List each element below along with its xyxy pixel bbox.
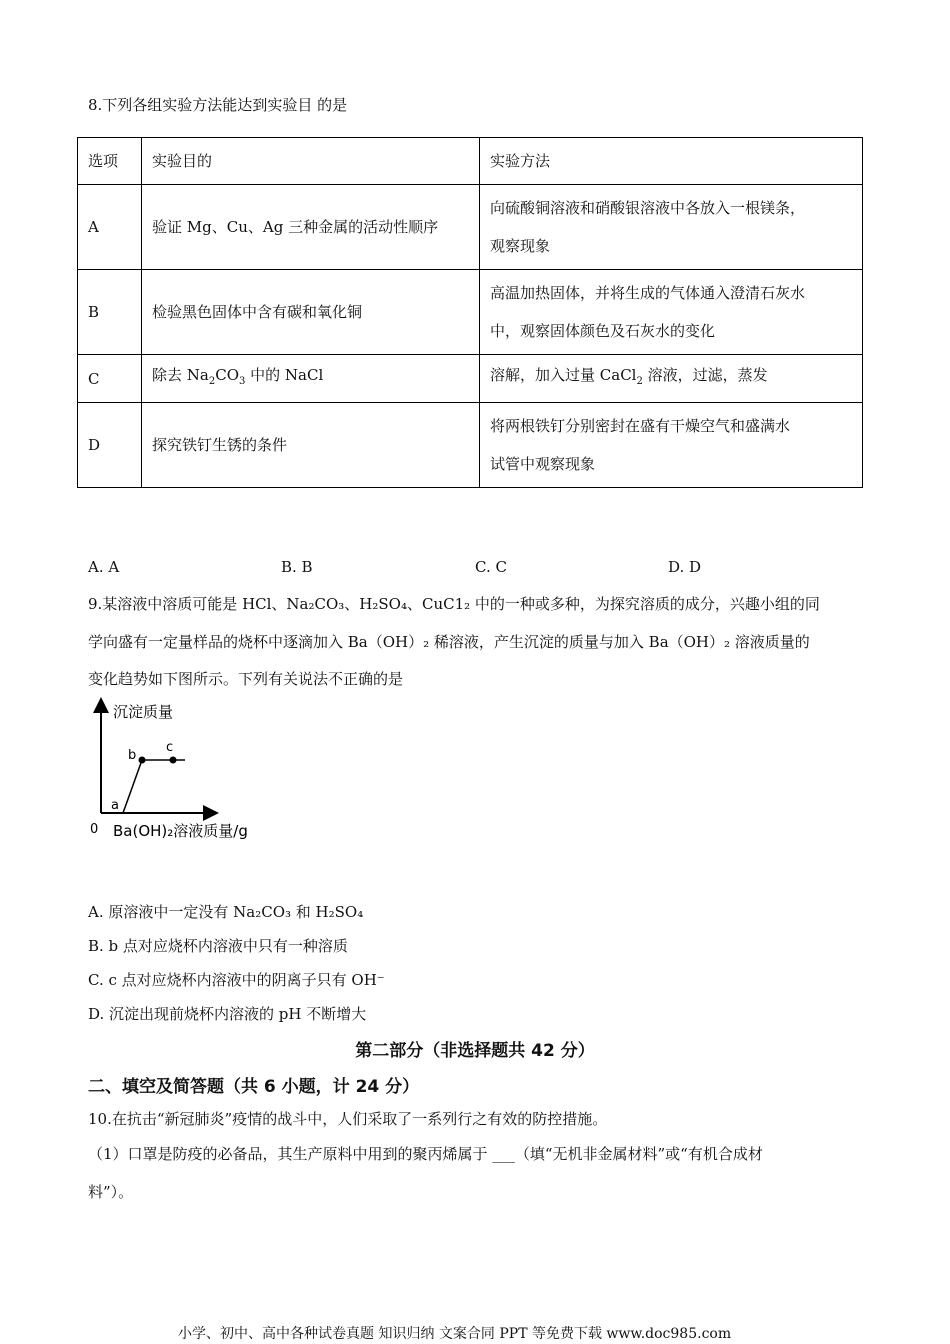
x-axis-label: Ba(OH)₂溶液质量/g <box>113 822 248 840</box>
row-method <box>480 270 863 355</box>
goal-text: CO <box>215 366 239 384</box>
q9-option-b[interactable]: B. b 点对应烧杯内溶液中只有一种溶质 <box>88 937 348 955</box>
q8-option-d[interactable]: D. D <box>668 558 702 576</box>
row-method <box>480 355 863 403</box>
subscript: 3 <box>239 376 246 387</box>
subscript: 2 <box>208 376 216 387</box>
row-method <box>480 185 863 270</box>
q8-option-a[interactable]: A. A <box>88 558 120 576</box>
q8-stem: 8.下列各组实验方法能达到实验目 的是 <box>88 96 348 114</box>
row-goal: 探究铁钉生锈的条件 <box>142 403 480 488</box>
point-b <box>139 757 146 764</box>
q9-option-c[interactable]: C. c 点对应烧杯内溶液中的阴离子只有 OH⁻ <box>88 971 385 989</box>
point-a-label: a <box>111 798 119 813</box>
goal-text: 中的 NaCl <box>245 366 324 384</box>
row-option: A <box>78 185 142 270</box>
method-line: 将两根铁钉分别密封在盛有干燥空气和盛满水 <box>490 417 791 435</box>
q10-1-line2: 料”）。 <box>88 1183 134 1201</box>
method-text: 溶解，加入过量 CaCl <box>490 366 637 384</box>
method-line: 向硫酸铜溶液和硝酸银溶液中各放入一根镁条， <box>490 199 806 217</box>
method-line: 试管中观察现象 <box>490 455 596 473</box>
row-method <box>480 403 863 488</box>
q10-1-line1: （1）口罩是防疫的必备品，其生产原料中用到的聚丙烯属于 ___（填“无机非金属材料”或“有机合成材 <box>88 1145 763 1163</box>
row-goal: 检验黑色固体中含有碳和氧化铜 <box>142 270 480 355</box>
y-axis-label: 沉淀质量 <box>113 703 174 721</box>
subscript: 2 <box>636 376 643 387</box>
method-line: 观察现象 <box>490 237 551 255</box>
experiment-table <box>77 137 863 488</box>
q10-stem: 10.在抗击“新冠肺炎”疫情的战斗中，人们采取了一系列行之有效的防控措施。 <box>88 1110 608 1128</box>
q9-option-a[interactable]: A. 原溶液中一定没有 Na₂CO₃ 和 H₂SO₄ <box>88 903 364 921</box>
point-b-label: b <box>128 748 137 763</box>
table-row <box>78 403 863 488</box>
goal-text: 除去 Na <box>152 366 209 384</box>
q9-stem-line1: 9.某溶液中溶质可能是 HCl、Na₂CO₃、H₂SO₄、CuC1₂ 中的一种或多种，为探究溶质的成分，兴趣小组的同 <box>88 595 820 613</box>
row-goal <box>142 355 480 403</box>
q9-stem-line2: 学向盛有一定量样品的烧杯中逐滴加入 Ba（OH）₂ 稀溶液，产生沉淀的质量与加入 Ba（OH）₂ 溶液质量的 <box>88 633 810 651</box>
point-c <box>170 757 177 764</box>
row-option: D <box>78 403 142 488</box>
row-goal: 验证 Mg、Cu、Ag 三种金属的活动性顺序 <box>142 185 480 270</box>
table-row <box>78 270 863 355</box>
origin-label: 0 <box>90 822 99 837</box>
method-line: 高温加热固体，并将生成的气体通入澄清石灰水 <box>490 284 806 302</box>
method-line: 中，观察固体颜色及石灰水的变化 <box>490 322 716 340</box>
part2-title: 第二部分（非选择题共 42 分） <box>355 1041 595 1061</box>
table-header: 选项 <box>78 138 142 185</box>
table-header: 实验目的 <box>142 138 480 185</box>
q8-option-c[interactable]: C. C <box>475 558 507 576</box>
table-header: 实验方法 <box>480 138 863 185</box>
method-text: 溶液，过滤，蒸发 <box>642 366 768 384</box>
footer-banner: 小学、初中、高中各种试卷真题 知识归纳 文案合同 PPT 等免费下载 www.doc985.com <box>178 1326 732 1342</box>
row-option: C <box>78 355 142 403</box>
rising-segment <box>123 760 142 813</box>
section-heading: 二、填空及简答题（共 6 小题，计 24 分） <box>88 1077 420 1097</box>
table-row <box>78 185 863 270</box>
q9-option-d[interactable]: D. 沉淀出现前烧杯内溶液的 pH 不断增大 <box>88 1005 367 1023</box>
q8-option-b[interactable]: B. B <box>281 558 313 576</box>
q9-stem-line3: 变化趋势如下图所示。下列有关说法不正确的是 <box>88 670 404 688</box>
table-row <box>78 355 863 403</box>
table-header-row <box>78 138 863 185</box>
point-c-label: c <box>166 740 174 755</box>
row-option: B <box>78 270 142 355</box>
precipitate-graph <box>85 695 275 845</box>
